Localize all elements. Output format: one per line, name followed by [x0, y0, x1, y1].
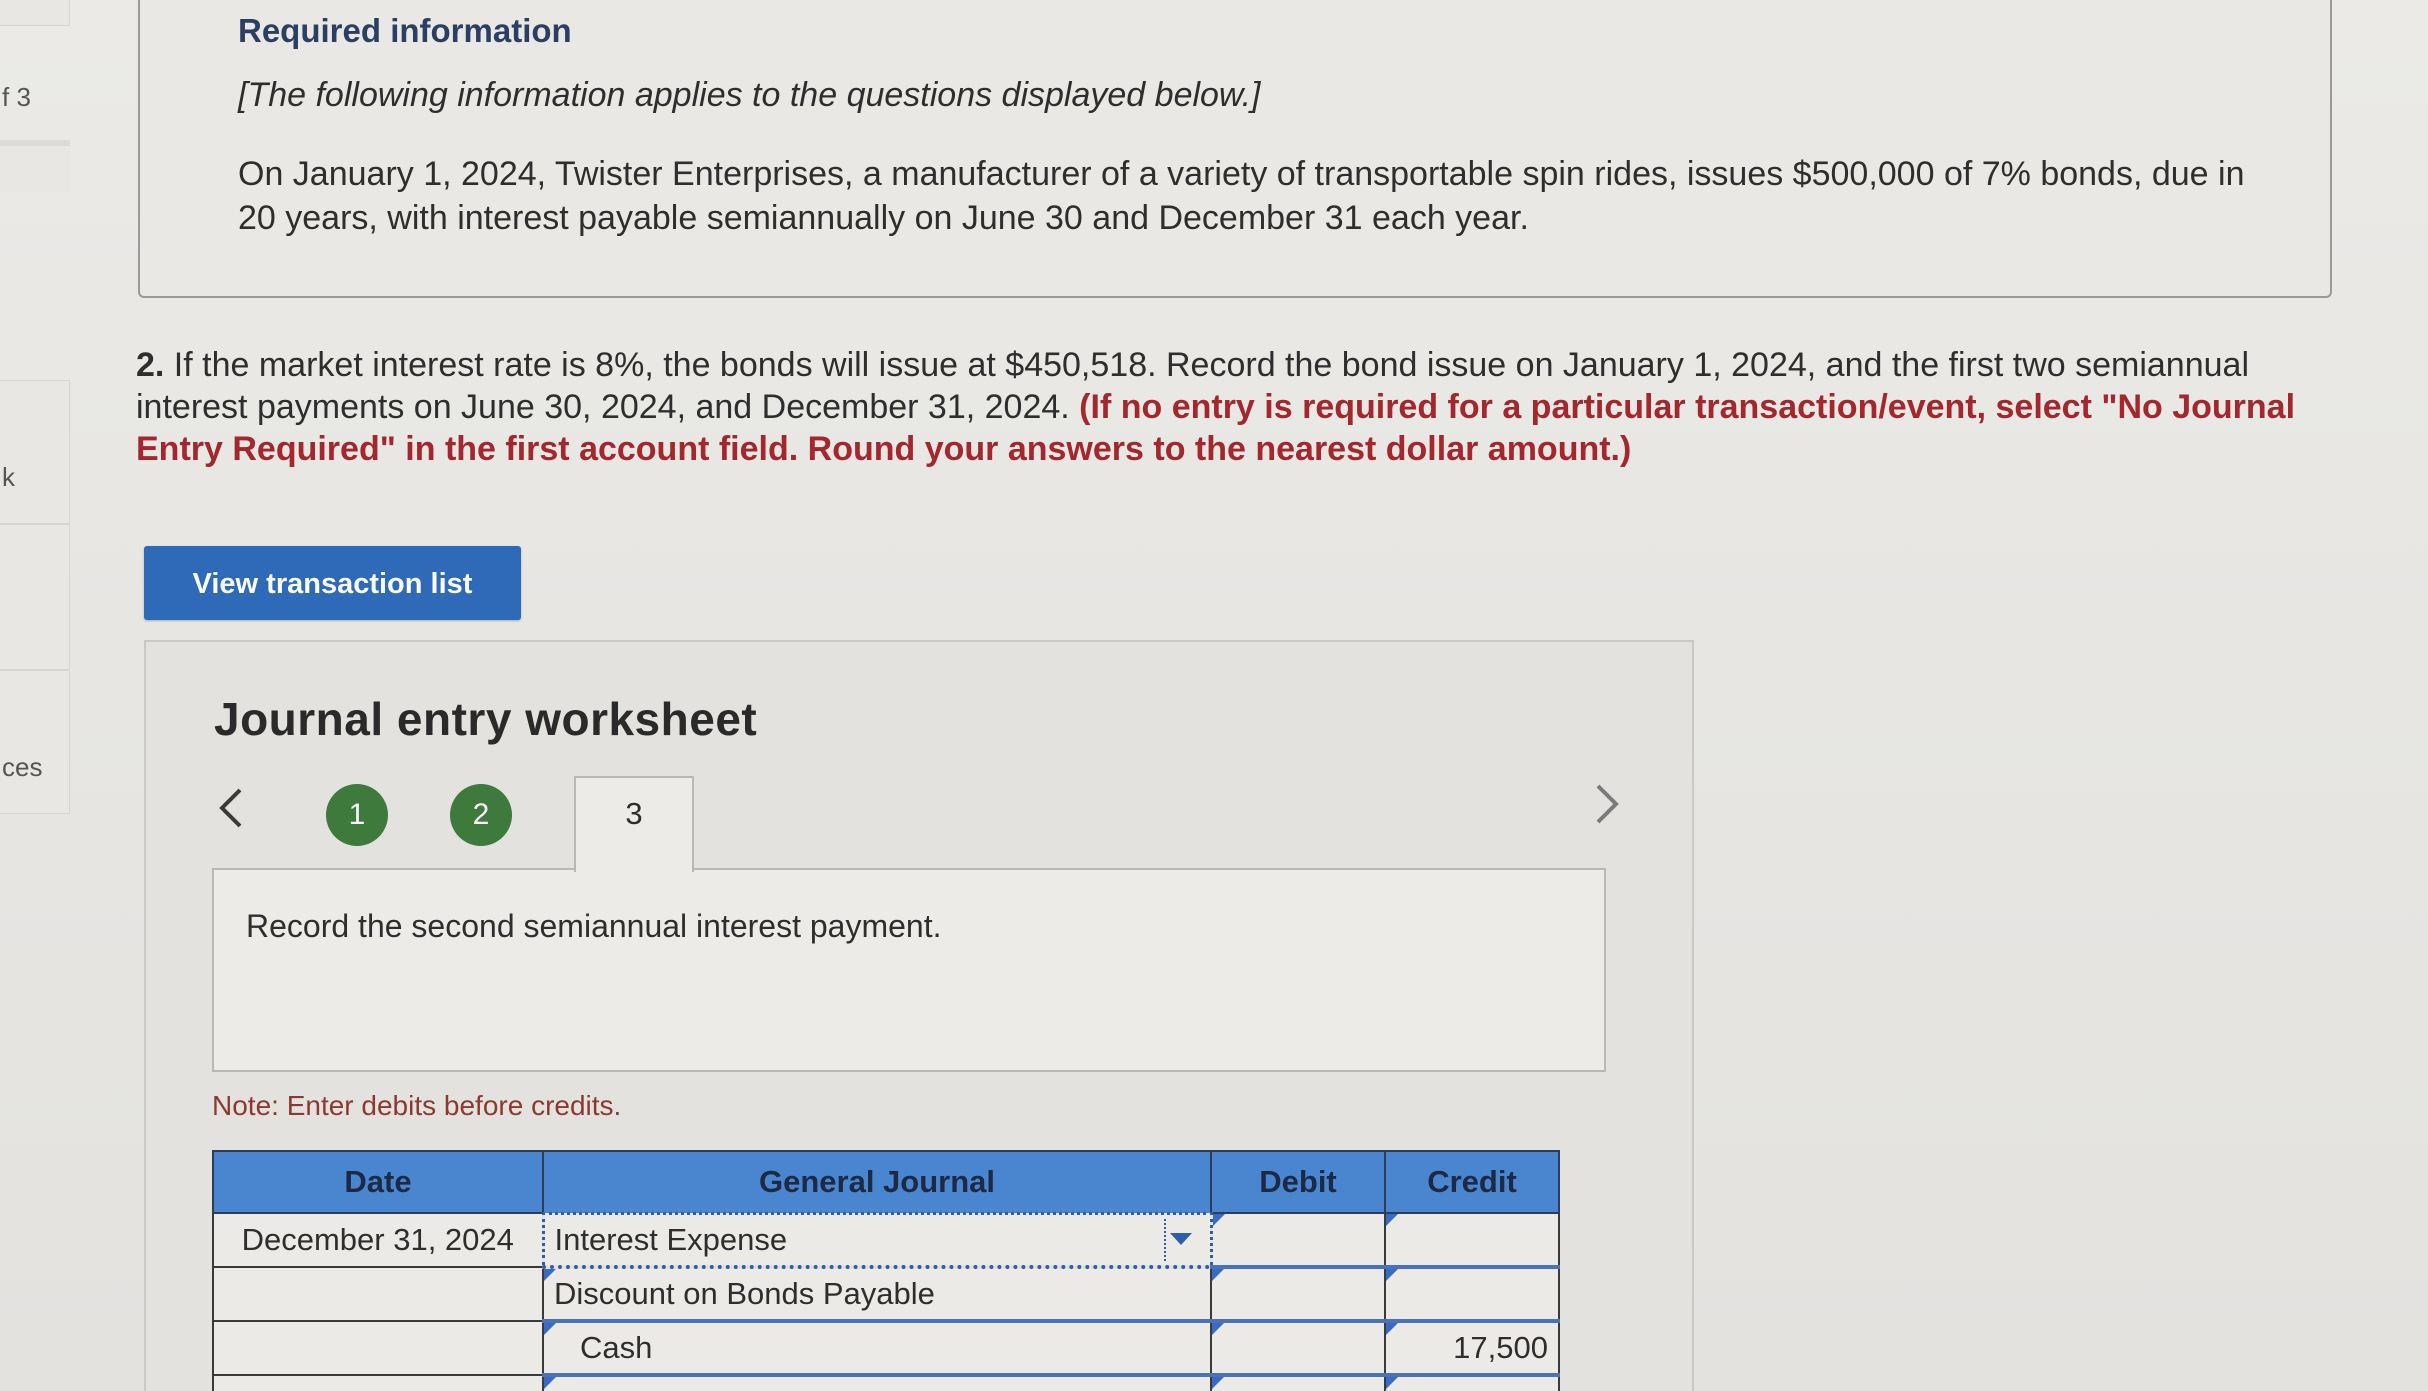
- required-info-title: Required information: [238, 12, 572, 49]
- account-value: Discount on Bonds Payable: [554, 1276, 935, 1311]
- table-row: [213, 1267, 1559, 1321]
- chevron-left-icon[interactable]: [218, 786, 244, 839]
- cell-marker-icon: [544, 1269, 556, 1281]
- question-number: 2.: [136, 346, 165, 384]
- cell-marker-icon: [1212, 1377, 1224, 1389]
- cell-marker-icon: [544, 1377, 556, 1389]
- sidebar-fragment: ces: [2, 752, 43, 782]
- cell-marker-icon: [1212, 1323, 1224, 1335]
- table-row: [213, 1375, 1559, 1391]
- dropdown-separator: [1164, 1219, 1166, 1262]
- account-value: Interest Expense: [554, 1221, 788, 1257]
- cell-marker-icon: [1386, 1214, 1398, 1226]
- cell-marker-icon: [1213, 1214, 1225, 1226]
- journal-table: [212, 1150, 1560, 1391]
- debit-input[interactable]: [1211, 1213, 1385, 1267]
- cell-marker-icon: [1386, 1377, 1398, 1389]
- date-cell[interactable]: [213, 1375, 543, 1391]
- instruction-box: [212, 868, 1606, 1072]
- sidebar-fragment: k: [2, 462, 15, 492]
- caret-down-icon[interactable]: [1170, 1233, 1192, 1245]
- sidebar-tile[interactable]: [0, 380, 70, 524]
- debit-input[interactable]: [1211, 1321, 1385, 1375]
- column-header-date: Date: [213, 1151, 543, 1213]
- view-transaction-list-button[interactable]: View transaction list: [144, 546, 521, 620]
- journal-entry-worksheet: [144, 640, 1694, 1391]
- sidebar-tile[interactable]: [0, 524, 70, 670]
- tab-step-3[interactable]: 3: [574, 776, 694, 872]
- date-cell[interactable]: December 31, 2024: [213, 1213, 543, 1267]
- credit-input[interactable]: [1385, 1267, 1559, 1321]
- required-info-body: On January 1, 2024, Twister Enterprises, a manufacturer of a variety of transportable spin rides, issues $500,000 of 7% bonds, due in 20 years, with interest payable semiannually on June 30 and December 31 each year.: [238, 155, 2245, 237]
- account-value: Cash: [580, 1330, 653, 1365]
- cell-marker-icon: [1386, 1323, 1398, 1335]
- account-select[interactable]: [543, 1375, 1211, 1391]
- account-select[interactable]: [543, 1321, 1211, 1375]
- instruction-text: Record the second semiannual interest payment.: [246, 908, 942, 944]
- step-1-button[interactable]: 1: [326, 784, 388, 846]
- sidebar-tile[interactable]: [0, 140, 70, 192]
- step-2-button[interactable]: 2: [450, 784, 512, 846]
- credit-value: 17,500: [1453, 1330, 1548, 1365]
- cell-marker-icon: [544, 1323, 556, 1335]
- table-row: [213, 1321, 1559, 1375]
- question-body: If the market interest rate is 8%, the bonds will issue at $450,518. Record the bond issue on January 1, 2024, and the first two semiannual interest payments on June 30, 2024, and December 31, 2024.: [136, 346, 2250, 426]
- column-header-debit: Debit: [1211, 1151, 1385, 1213]
- question-text: [136, 344, 2326, 470]
- sidebar-tile[interactable]: [0, 0, 70, 26]
- credit-input[interactable]: [1385, 1375, 1559, 1391]
- sidebar-tile[interactable]: [0, 670, 70, 814]
- debit-input[interactable]: [1211, 1375, 1385, 1391]
- chevron-right-icon[interactable]: [1594, 782, 1620, 835]
- column-header-general-journal: General Journal: [543, 1151, 1211, 1213]
- cell-marker-icon: [1386, 1269, 1398, 1281]
- sidebar-fragment: f 3: [2, 82, 31, 112]
- worksheet-title: Journal entry worksheet: [214, 693, 758, 745]
- date-cell[interactable]: [213, 1321, 543, 1375]
- required-info-note: [The following information applies to the questions displayed below.]: [238, 76, 1261, 114]
- table-row: [213, 1213, 1559, 1267]
- account-select[interactable]: [543, 1213, 1211, 1267]
- table-header-row: [213, 1151, 1559, 1213]
- debit-input[interactable]: [1211, 1267, 1385, 1321]
- left-sidebar: [0, 0, 70, 1391]
- column-header-credit: Credit: [1385, 1151, 1559, 1213]
- question-instruction: (If no entry is required for a particular transaction/event, select "No Journal Entry Required" in the first account field. Round your answers to the nearest dollar amount.): [136, 388, 2296, 468]
- date-cell[interactable]: [213, 1267, 543, 1321]
- account-select[interactable]: [543, 1267, 1211, 1321]
- credit-input[interactable]: [1385, 1321, 1559, 1375]
- debit-credit-note: Note: Enter debits before credits.: [212, 1090, 622, 1121]
- credit-input[interactable]: [1385, 1213, 1559, 1267]
- cell-marker-icon: [1212, 1269, 1224, 1281]
